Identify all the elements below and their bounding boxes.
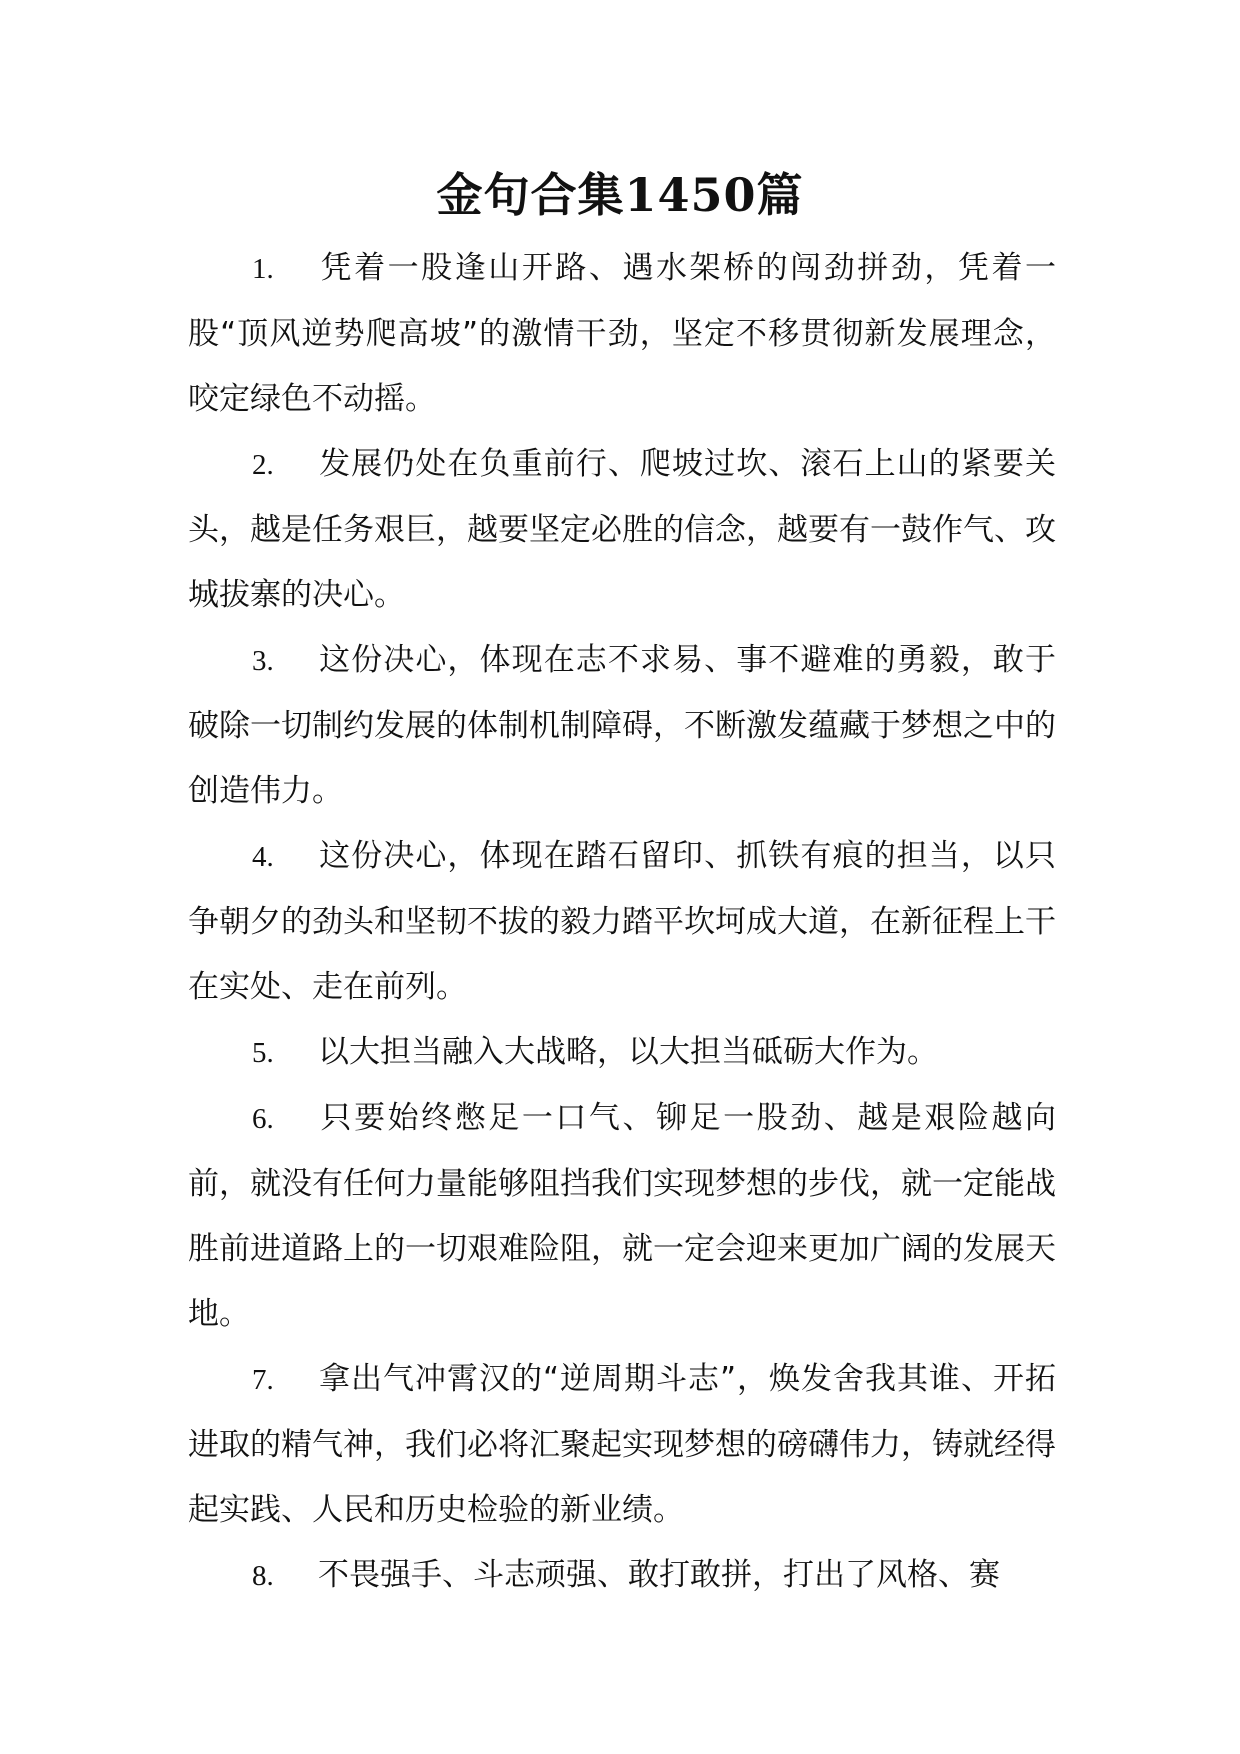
- document-body: [188, 236, 1056, 1609]
- list-item: [188, 628, 1056, 824]
- item-text: 这份决心，体现在踏石留印、抓铁有痕的担当，以只争朝夕的劲头和坚韧不拔的毅力踏平坎坷成大道，在新征程上干在实处、走在前列。: [188, 838, 1056, 1005]
- item-number: 3.: [252, 645, 274, 677]
- list-item: [188, 824, 1056, 1020]
- item-text: 拿出气冲霄汉的“逆周期斗志”，焕发舍我其谁、开拓进取的精气神，我们必将汇聚起实现梦想的磅礴伟力，铸就经得起实践、人民和历史检验的新业绩。: [188, 1361, 1056, 1528]
- item-text: 不畏强手、斗志顽强、敢打敢拼，打出了风格、赛: [318, 1557, 1000, 1593]
- item-text: 发展仍处在负重前行、爬坡过坎、滚石上山的紧要关头，越是任务艰巨，越要坚定必胜的信念，越要有一鼓作气、攻城拔寨的决心。: [188, 446, 1056, 613]
- item-number: 6.: [252, 1103, 274, 1135]
- item-number: 7.: [252, 1364, 274, 1396]
- item-text: 只要始终憋足一口气、铆足一股劲、越是艰险越向前，就没有任何力量能够阻挡我们实现梦想的步伐，就一定能战胜前进道路上的一切艰难险阻，就一定会迎来更加广阔的发展天地。: [188, 1100, 1056, 1332]
- list-item: [188, 1020, 1056, 1086]
- list-item: [188, 1086, 1056, 1347]
- document-title: 金句合集1450篇: [436, 168, 804, 222]
- item-number: 2.: [252, 449, 274, 481]
- item-number: 1.: [252, 253, 274, 285]
- list-item: [188, 432, 1056, 628]
- list-item: [188, 1347, 1056, 1543]
- item-text: 这份决心，体现在志不求易、事不避难的勇毅，敢于破除一切制约发展的体制机制障碍，不断激发蕴藏于梦想之中的创造伟力。: [188, 642, 1056, 809]
- list-item: [188, 1543, 1056, 1609]
- list-item: [188, 236, 1056, 432]
- item-number: 4.: [252, 841, 274, 873]
- item-text: 凭着一股逢山开路、遇水架桥的闯劲拼劲，凭着一股“顶风逆势爬高坡”的激情干劲，坚定不移贯彻新发展理念，咬定绿色不动摇。: [188, 250, 1056, 417]
- item-text: 以大担当融入大战略，以大担当砥砺大作为。: [318, 1034, 938, 1070]
- item-number: 5.: [252, 1037, 274, 1069]
- item-number: 8.: [252, 1560, 274, 1592]
